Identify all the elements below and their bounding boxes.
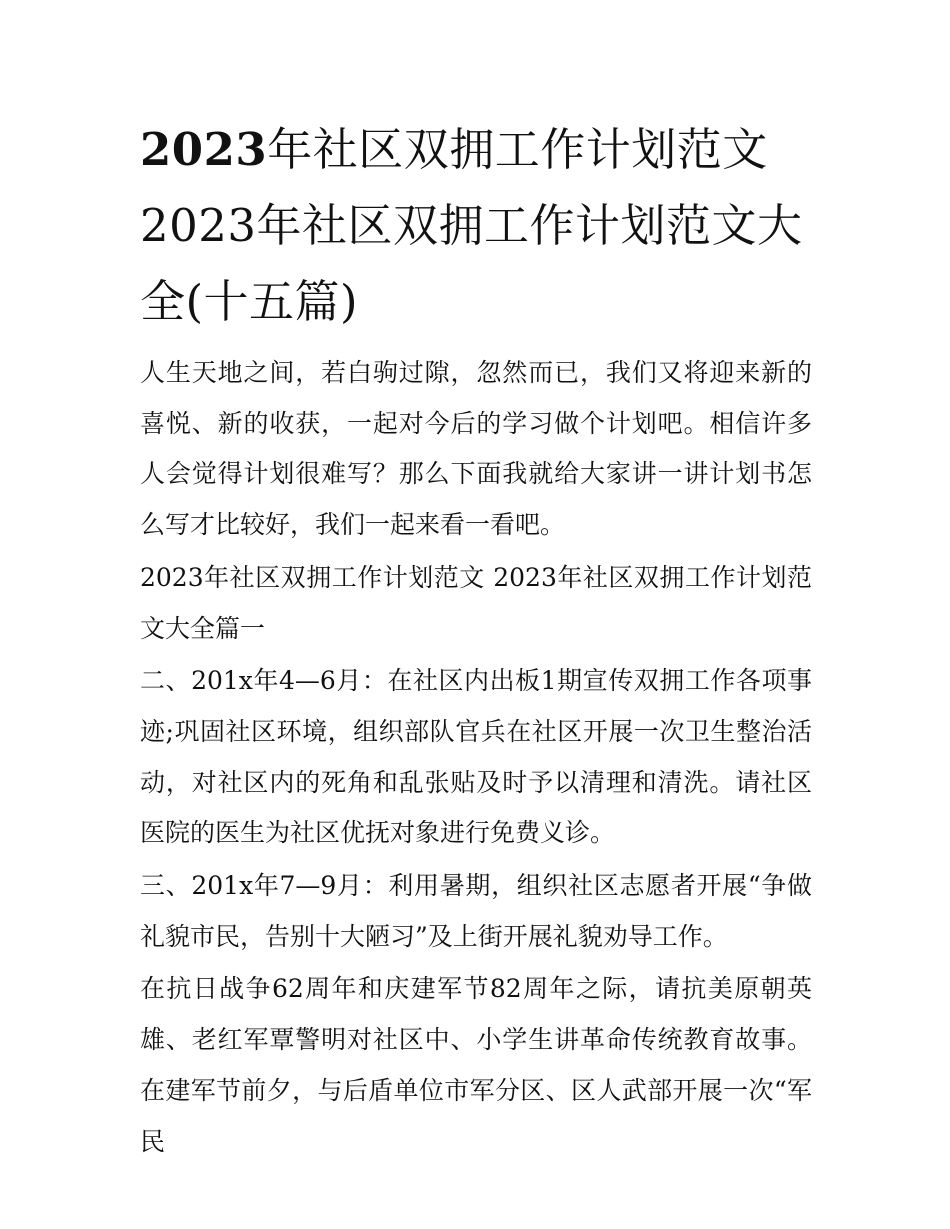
plan-paragraph: 在抗日战争62周年和庆建军节82周年之际，请抗美原朝英雄、老红军覃警明对社区中、小学生讲革命传统教育故事。在建军节前夕，与后盾单位市军分区、区人武部开展一次“军民	[140, 974, 812, 1156]
document-title	[140, 112, 812, 340]
document-page	[140, 112, 812, 1169]
plan-item-2: 二、201x年4—6月：在社区内出板1期宣传双拥工作各项事迹;巩固社区环境，组织部队官兵在社区开展一次卫生整治活动，对社区内的死角和乱张贴及时予以清理和清洗。请社区医院的医生为社区优抚对象进行免费义诊。	[140, 666, 812, 848]
section-heading: 2023年社区双拥工作计划范文 2023年社区双拥工作计划范文大全篇一	[140, 562, 812, 643]
title-text: 年社区双拥工作计划范文 2023年社区双拥工作计划范文大全(十五篇)	[140, 123, 803, 328]
intro-paragraph: 人生天地之间，若白驹过隙，忽然而已，我们又将迎来新的喜悦、新的收获，一起对今后的学习做个计划吧。相信许多人会觉得计划很难写？那么下面我就给大家讲一讲计划书怎么写才比较好，我们一起来看一看吧。	[140, 358, 812, 540]
title-year: 2023	[140, 123, 268, 176]
plan-item-3: 三、201x年7—9月：利用暑期，组织社区志愿者开展“争做礼貌市民，告别十大陋习”及上街开展礼貌劝导工作。	[140, 871, 812, 951]
